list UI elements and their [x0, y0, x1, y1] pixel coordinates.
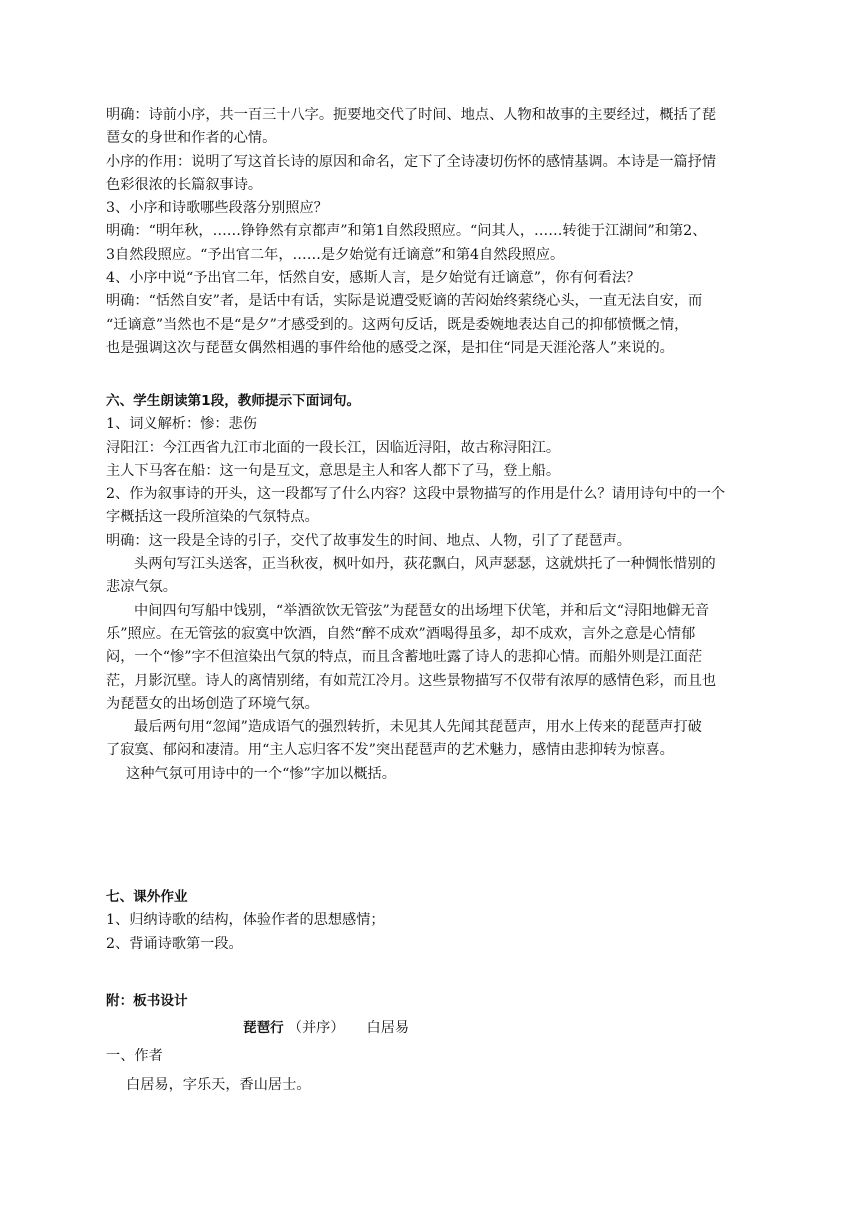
text-line: 悲凉气氛。: [106, 579, 177, 596]
text-line: 头两句写江头送客，正当秋夜，枫叶如丹，荻花飘白，风声瑟瑟，这就烘托了一种惆怅惜别的: [134, 556, 716, 573]
text-line: 闷，一个“惨”字不但渲染出气氛的特点，而且含蓄地吐露了诗人的悲抑心情。而船外则是江面茫: [106, 649, 703, 666]
text-line: 小序的作用：说明了写这首长诗的原因和命名，定下了全诗凄切伤怀的感情基调。本诗是一篇抒情: [106, 153, 717, 170]
text-line: 字概括这一段所渲染的气氛特点。: [106, 509, 319, 526]
poem-author: 白居易: [366, 1020, 410, 1036]
question-3: 3、小序和诗歌哪些段落分别照应？: [106, 200, 328, 217]
outline-item: 一、作者: [106, 1048, 163, 1064]
section-7: [106, 886, 756, 956]
text-line: 明确：诗前小序，共一百三十八字。扼要地交代了时间、地点、人物和故事的主要经过，概括了琵: [106, 107, 717, 123]
text-line: 色彩很浓的长篇叙事诗。: [106, 176, 263, 193]
text-line: 琶女的身世和作者的心情。: [106, 130, 277, 147]
text-line: 明确：这一段是全诗的引子，交代了故事发生的时间、地点、人物，引了了琵琶声。: [106, 532, 631, 549]
text-line: 3自然段照应。“予出官二年，……是夕始觉有迁谪意”和第4自然段照应。: [106, 246, 565, 263]
text-line: 2、作为叙事诗的开头，这一段都写了什么内容？这段中景物描写的作用是什么？请用诗句中的一个: [106, 486, 726, 503]
text-line: 茫，月影沉壁。诗人的离情别绪，有如荒江冷月。这些景物描写不仅带有浓厚的感情色彩，而且也: [106, 672, 717, 689]
text-line: “迁谪意”当然也不是“是夕”才感受到的。这两句反话，既是委婉地表达自己的抑郁愤慨之情，: [106, 316, 689, 333]
text-line: 这种气氛可用诗中的一个“惨”字加以概括。: [126, 765, 396, 782]
intro-answers: [106, 104, 756, 360]
appendix-heading-wrap: [106, 990, 756, 1013]
text-line: 最后两句用“忽闻”造成语气的强烈转折，未见其人先闻其琵琶声，用水上传来的琵琶声打破: [134, 719, 702, 736]
text-line: 明确：“恬然自安”者，是话中有话，实际是说遭受贬谪的苦闷始终萦绕心头，一直无法自安，而: [106, 293, 703, 310]
appendix-heading: 附：板书设计: [106, 993, 188, 1009]
outline-item-detail: 白居易，字乐天，香山居士。: [126, 1077, 311, 1094]
text-line: 中间四句写船中饯别，“举酒欲饮无管弦”为琵琶女的出场埋下伏笔，并和后文“浔阳地僻无音: [134, 602, 710, 619]
text-line: 也是强调这次与琵琶女偶然相遇的事件给他的感受之深，是扣住“同是天涯沦落人”来说的。: [106, 339, 674, 356]
section-7-heading: 七、课外作业: [106, 889, 188, 905]
question-4: 4、小序中说“予出官二年，恬然自安，感斯人言，是夕始觉有迁谪意”，你有何看法？: [106, 270, 641, 287]
section-6-heading: 六、学生朗读第1段，教师提示下面词句。: [106, 393, 361, 409]
text-line: 2、背诵诗歌第一段。: [106, 935, 243, 952]
board-title: [243, 1017, 409, 1040]
section-6: [106, 390, 756, 786]
text-line: 1、词义解析：惨：悲伤: [106, 416, 257, 433]
text-line: 为琵琶女的出场创造了环境气氛。: [106, 695, 319, 712]
text-line: 1、归纳诗歌的结构，体验作者的思想感情；: [106, 912, 385, 929]
appendix-items: [106, 1045, 756, 1098]
text-line: 了寂寞、郁闷和凄清。用“主人忘归客不发”突出琵琶声的艺术魅力，感情由悲抑转为惊喜。: [106, 742, 674, 759]
text-line: 主人下马客在船：这一句是互文，意思是主人和客人都下了马，登上船。: [106, 462, 561, 479]
poem-subtitle: （并序）: [287, 1020, 345, 1036]
text-line: 浔阳江：今江西省九江市北面的一段长江，因临近浔阳，故古称浔阳江。: [106, 439, 561, 456]
text-line: 乐”照应。在无管弦的寂寞中饮酒，自然“醉不成欢”酒喝得虽多，却不成欢，言外之意是心情郁: [106, 625, 696, 642]
poem-title: 琵琶行: [243, 1020, 284, 1036]
text-line: 明确：“明年秋，……铮铮然有京都声”和第1自然段照应。“问其人，……转徙于江湖间”和第2、: [106, 223, 707, 240]
